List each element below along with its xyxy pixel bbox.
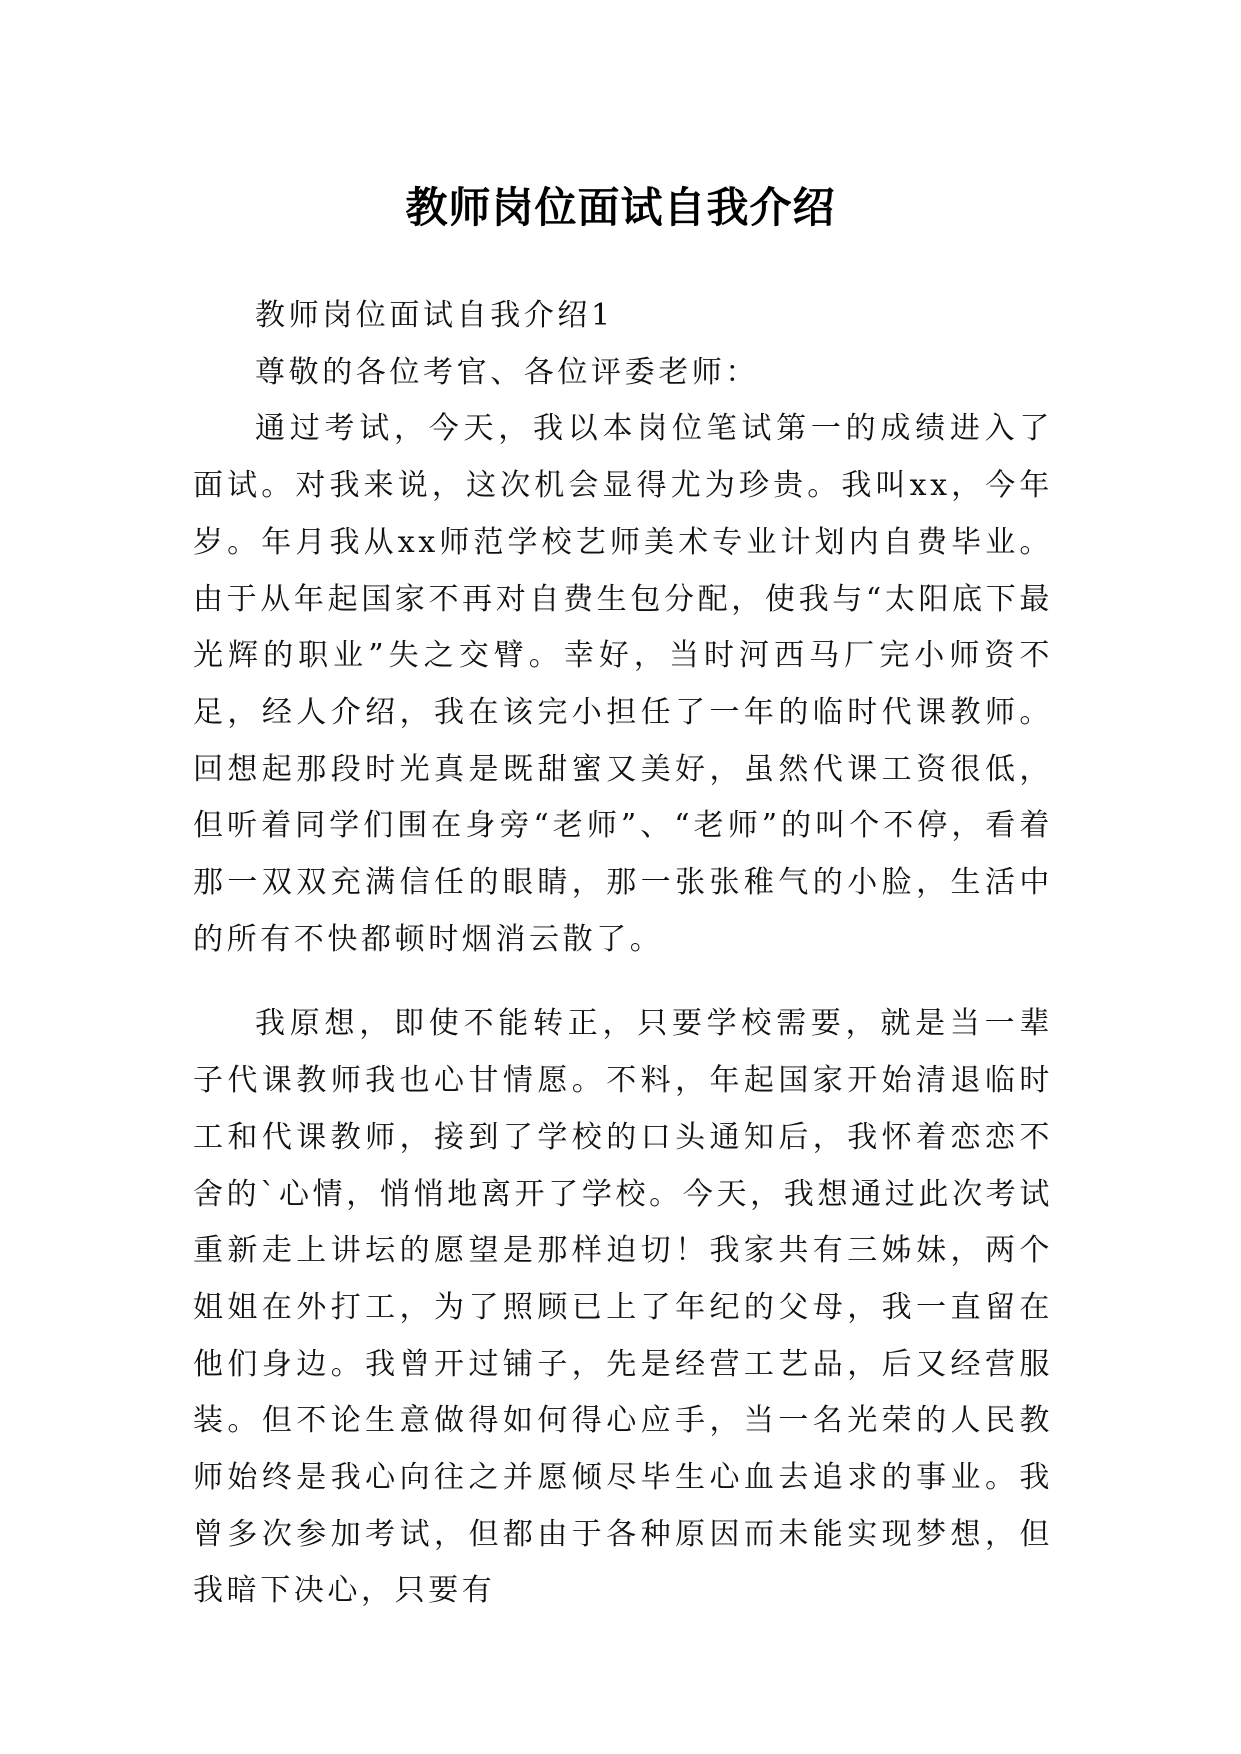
paragraph-intro: 通过考试，今天，我以本岗位笔试第一的成绩进入了面试。对我来说，这次机会显得尤为珍贵。我叫xx，今年岁。年月我从xx师范学校艺师美术专业计划内自费毕业。由于从年起国家不再对自费生包分配，使我与“太阳底下最光辉的职业”失之交臂。幸好，当时河西马厂完小师资不足，经人介绍，我在该完小担任了一年的临时代课教师。回想起那段时光真是既甜蜜又美好，虽然代课工资很低，但听着同学们围在身旁“老师”、“老师”的叫个不停，看着那一双双充满信任的眼睛，那一张张稚气的小脸，生活中的所有不快都顿时烟消云散了。 [193, 411, 1053, 957]
paragraph-heading: 教师岗位面试自我介绍1 [255, 298, 614, 333]
document-body [193, 288, 1053, 1620]
paragraph-story: 我原想，即使不能转正，只要学校需要，就是当一辈子代课教师我也心甘情愿。不料，年起国家开始清退临时工和代课教师，接到了学校的口头通知后，我怀着恋恋不舍的`心情，悄悄地离开了学校。今天，我想通过此次考试重新走上讲坛的愿望是那样迫切！我家共有三姊妹，两个姐姐在外打工，为了照顾已上了年纪的父母，我一直留在他们身边。我曾开过铺子，先是经营工艺品，后又经营服装。但不论生意做得如何得心应手，当一名光荣的人民教师始终是我心向往之并愿倾尽毕生心血去追求的事业。我曾多次参加考试，但都由于各种原因而未能实现梦想，但我暗下决心，只要有 [193, 1006, 1053, 1609]
paragraph-salutation: 尊敬的各位考官、各位评委老师： [255, 354, 759, 390]
document-title: 教师岗位面试自我介绍 [405, 183, 836, 233]
